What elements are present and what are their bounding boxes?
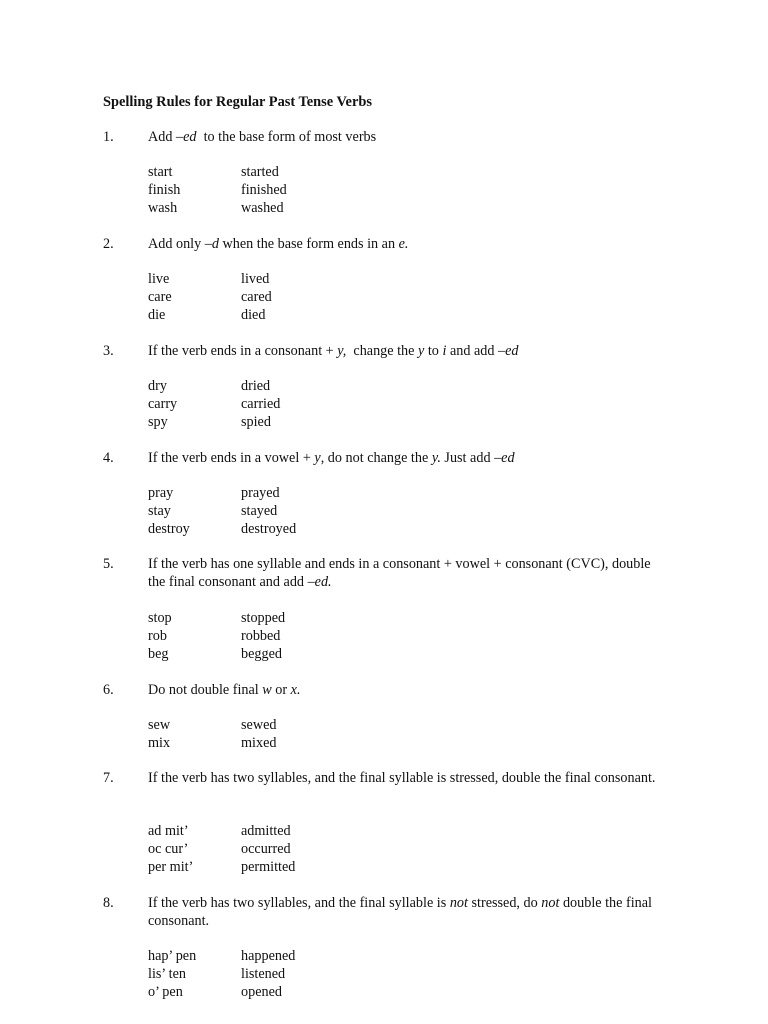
- base-form: stay: [148, 502, 171, 519]
- rule-text: [148, 769, 668, 787]
- rule-text-segment: Just add: [440, 450, 495, 466]
- past-form: robbed: [241, 627, 281, 644]
- past-form: occurred: [241, 840, 291, 857]
- past-form: sewed: [241, 717, 277, 733]
- example-row: [148, 520, 448, 538]
- rule-text: [148, 128, 668, 146]
- past-form: dried: [241, 378, 271, 394]
- rule-text: [148, 342, 668, 360]
- example-row: [148, 965, 448, 983]
- rule-text-italic: not: [449, 895, 468, 911]
- example-list: [148, 716, 448, 752]
- example-row: [148, 288, 448, 306]
- rule-number: 1.: [103, 129, 114, 145]
- base-form: spy: [148, 413, 168, 430]
- example-row: [148, 270, 448, 288]
- rule-text-segment: If the verb ends in a consonant +: [148, 343, 338, 359]
- rule-text: [148, 449, 668, 467]
- example-list: [148, 163, 448, 216]
- past-form: mixed: [241, 734, 277, 751]
- rule-text: [148, 681, 668, 699]
- base-form: dry: [148, 378, 167, 394]
- past-form: listened: [241, 965, 286, 982]
- example-row: [148, 947, 448, 965]
- rule-text-italic: –ed: [494, 450, 515, 466]
- base-form: oc cur’: [148, 840, 189, 857]
- rule-text-italic: y: [314, 450, 321, 466]
- example-row: [148, 734, 448, 752]
- past-form: prayed: [241, 485, 280, 501]
- past-form: admitted: [241, 823, 291, 839]
- rule-text: [148, 894, 668, 930]
- base-form: lis’ ten: [148, 965, 186, 982]
- example-row: [148, 645, 448, 663]
- past-form: died: [241, 306, 266, 323]
- rule-text: [148, 555, 668, 591]
- base-form: ad mit’: [148, 823, 189, 839]
- example-list: [148, 270, 448, 323]
- base-form: hap’ pen: [148, 948, 197, 964]
- rule-text-segment: Add: [148, 129, 176, 145]
- past-form: cared: [241, 288, 272, 305]
- example-list: [148, 609, 448, 662]
- rule-text-segment: and add: [446, 343, 499, 359]
- base-form: mix: [148, 734, 171, 751]
- rule-text-segment: If the verb has one syllable and ends in a consonant + vowel + consonant (CVC), double the final consonant and add: [148, 556, 655, 590]
- example-row: [148, 609, 448, 627]
- example-row: [148, 840, 448, 858]
- rule-text-italic: i: [442, 343, 447, 359]
- past-form: stopped: [241, 610, 286, 626]
- example-row: [148, 306, 448, 324]
- base-form: carry: [148, 395, 178, 412]
- example-list: [148, 484, 448, 537]
- example-row: [148, 413, 448, 431]
- rule-number: 7.: [103, 770, 114, 786]
- base-form: start: [148, 164, 173, 180]
- rule-text-segment: If the verb has two syllables, and the final syllable is stressed, double the final consonant.: [148, 770, 656, 786]
- base-form: finish: [148, 181, 181, 198]
- past-form: stayed: [241, 502, 278, 519]
- example-row: [148, 377, 448, 395]
- rule-text-italic: x.: [290, 682, 301, 698]
- example-row: [148, 181, 448, 199]
- base-form: per mit’: [148, 858, 194, 875]
- rule-text-italic: w: [262, 682, 272, 698]
- rule-text-segment: double the final consonant.: [148, 895, 656, 929]
- base-form: destroy: [148, 520, 190, 537]
- rule-text-segment: to: [424, 343, 443, 359]
- base-form: live: [148, 271, 170, 287]
- past-form: started: [241, 164, 279, 180]
- example-list: [148, 947, 448, 1000]
- base-form: beg: [148, 645, 169, 662]
- rule-number: 3.: [103, 343, 114, 359]
- rule-text: [148, 235, 668, 253]
- rule-text-segment: If the verb ends in a vowel +: [148, 450, 315, 466]
- past-form: happened: [241, 948, 296, 964]
- base-form: rob: [148, 627, 167, 644]
- page-title: Spelling Rules for Regular Past Tense Verbs: [103, 94, 372, 110]
- rule-text-italic: –d: [204, 236, 219, 252]
- base-form: die: [148, 306, 166, 323]
- rule-text-segment: If the verb has two syllables, and the final syllable is: [148, 895, 450, 911]
- rule-text-italic: y: [418, 343, 425, 359]
- example-row: [148, 484, 448, 502]
- base-form: wash: [148, 199, 178, 216]
- rule-number: 5.: [103, 556, 114, 572]
- past-form: finished: [241, 181, 287, 198]
- rule-number: 2.: [103, 236, 114, 252]
- example-row: [148, 502, 448, 520]
- rule-text-italic: y,: [337, 343, 347, 359]
- example-row: [148, 395, 448, 413]
- past-form: washed: [241, 199, 284, 216]
- rule-text-italic: –ed: [498, 343, 519, 359]
- rule-text-segment: stressed, do: [467, 895, 542, 911]
- rule-text-segment: Add only: [148, 236, 205, 252]
- rule-text-italic: e.: [398, 236, 409, 252]
- base-form: pray: [148, 485, 174, 501]
- rule-text-italic: not: [541, 895, 560, 911]
- rule-text-segment: change the: [346, 343, 418, 359]
- past-form: spied: [241, 413, 271, 430]
- example-row: [148, 199, 448, 217]
- base-form: care: [148, 288, 172, 305]
- past-form: permitted: [241, 858, 296, 875]
- past-form: carried: [241, 395, 281, 412]
- base-form: sew: [148, 717, 171, 733]
- past-form: lived: [241, 271, 270, 287]
- rule-text-segment: Do not double final: [148, 682, 263, 698]
- base-form: stop: [148, 610, 172, 626]
- past-form: begged: [241, 645, 282, 662]
- rule-text-segment: when the base form ends in an: [218, 236, 399, 252]
- example-row: [148, 983, 448, 1001]
- example-row: [148, 822, 448, 840]
- rule-text-italic: y.: [431, 450, 441, 466]
- rule-number: 6.: [103, 682, 114, 698]
- example-row: [148, 627, 448, 645]
- rule-number: 4.: [103, 450, 114, 466]
- example-row: [148, 163, 448, 181]
- past-form: opened: [241, 983, 282, 1000]
- rule-text-segment: to the base form of most verbs: [196, 129, 377, 145]
- base-form: o’ pen: [148, 983, 183, 1000]
- rule-number: 8.: [103, 895, 114, 911]
- rule-text-italic: –ed: [175, 129, 197, 145]
- past-form: destroyed: [241, 520, 297, 537]
- example-row: [148, 858, 448, 876]
- rule-text-segment: , do not change the: [320, 450, 432, 466]
- rule-text-italic: –ed.: [307, 574, 332, 590]
- example-row: [148, 716, 448, 734]
- example-list: [148, 377, 448, 430]
- example-list: [148, 822, 448, 875]
- rule-text-segment: or: [271, 682, 291, 698]
